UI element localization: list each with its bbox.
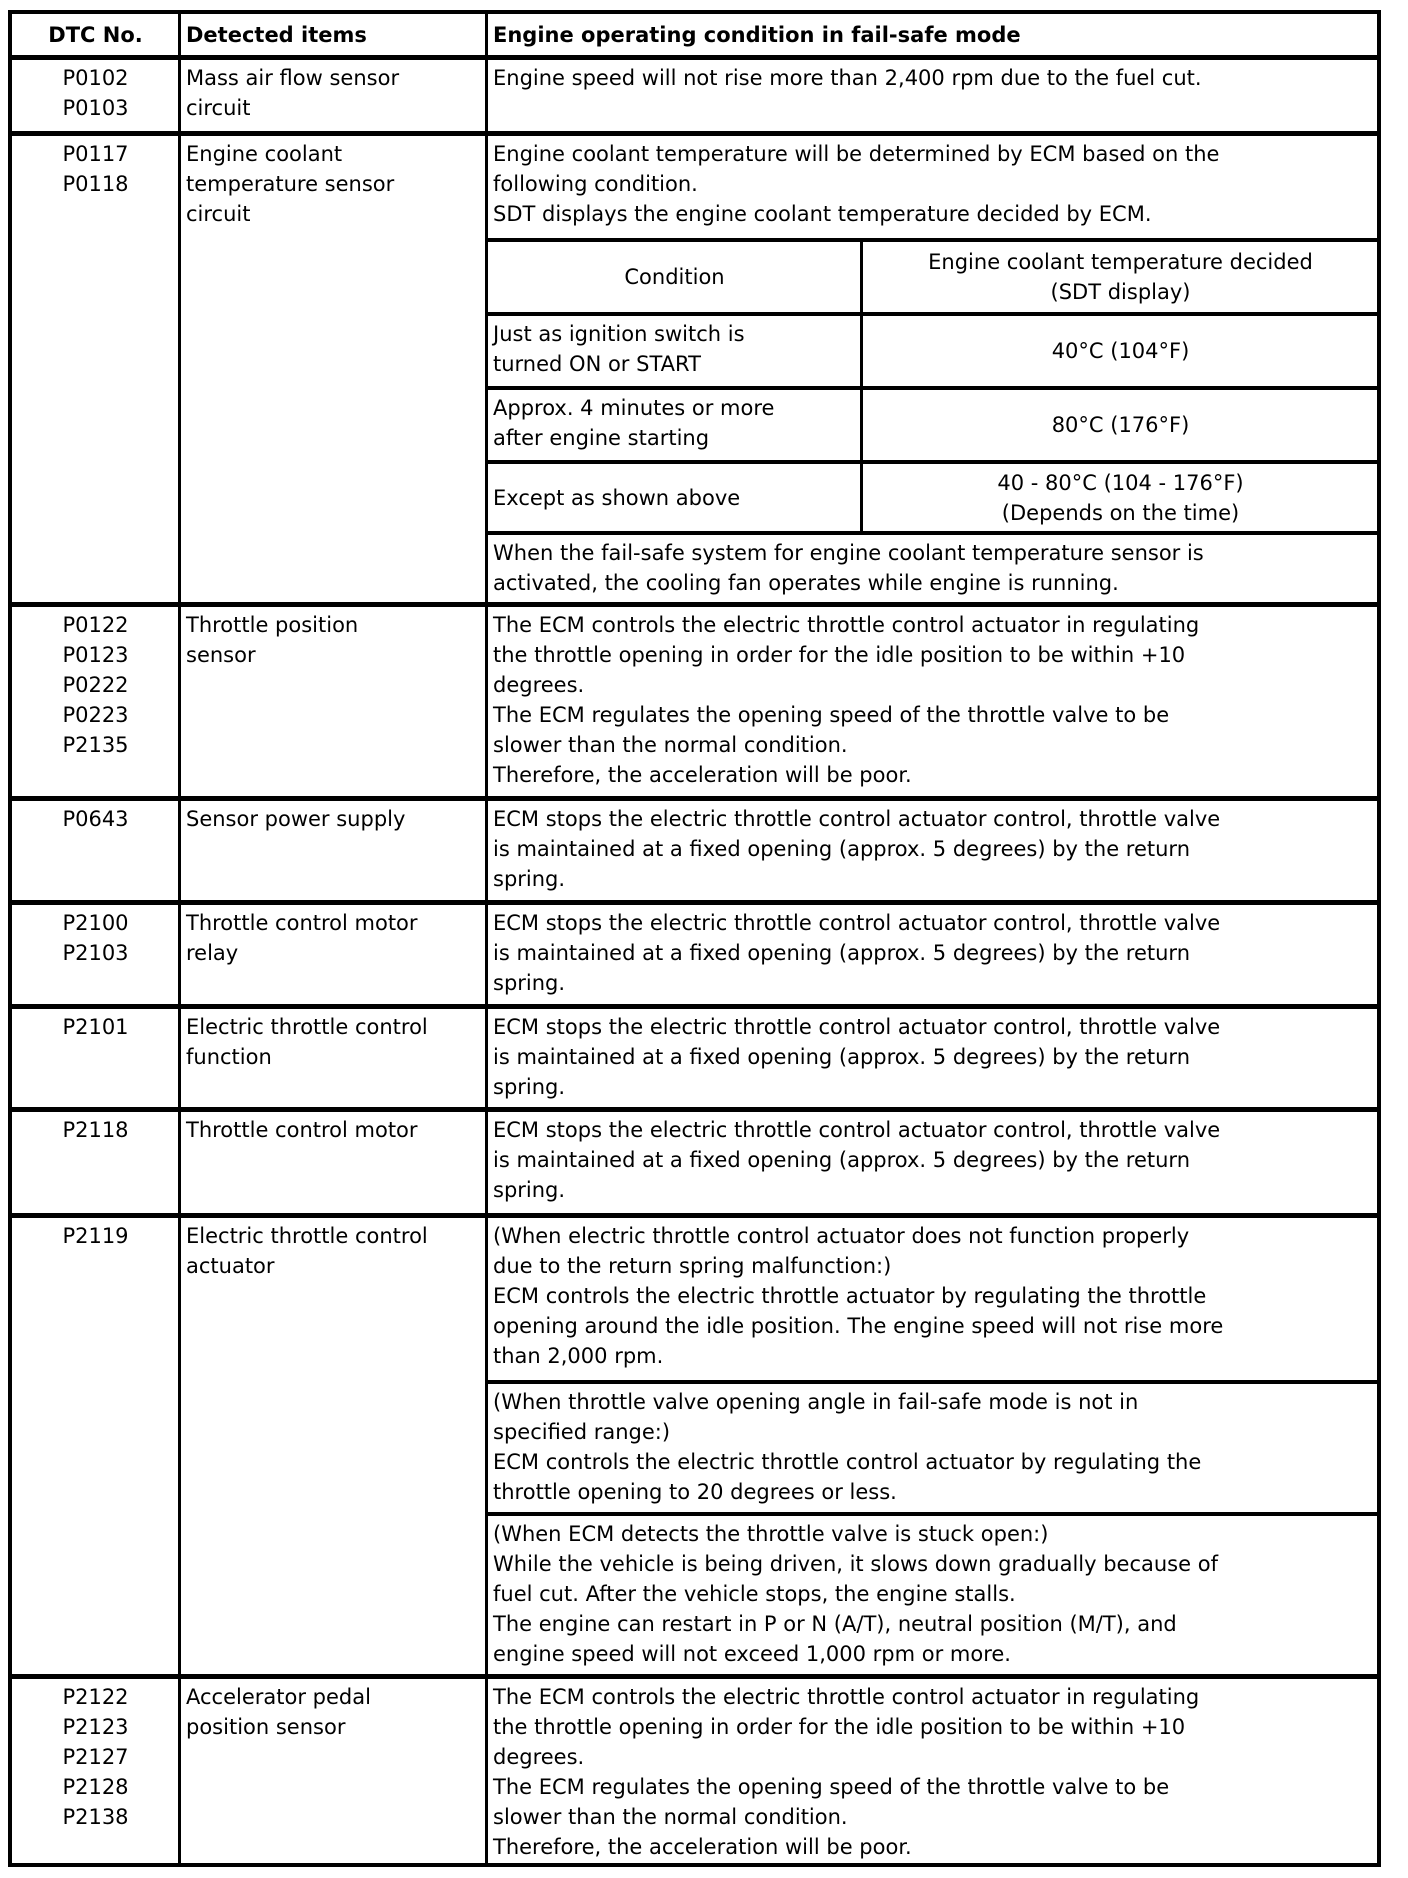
- dtc-codes: P0117 P0118: [62, 142, 129, 196]
- coolant-subtable-row: [488, 460, 1377, 531]
- detected-item: Electric throttle control function: [178, 1009, 485, 1107]
- fail-safe-condition: ECM stops the electric throttle control actuator control, throttle valve is maintained at a fixed opening (approx. 5 degrees) by the return spring.: [485, 1009, 1377, 1107]
- dtc-codes: P2122 P2123 P2127 P2128 P2138: [62, 1685, 129, 1829]
- dtc-codes: P2118: [62, 1118, 129, 1142]
- detected-item: Accelerator pedal position sensor: [178, 1679, 485, 1863]
- detected-item: Throttle control motor: [178, 1112, 485, 1213]
- fail-safe-condition: ECM stops the electric throttle control actuator control, throttle valve is maintained at a fixed opening (approx. 5 degrees) by the return spring.: [485, 801, 1377, 900]
- coolant-fan-note: When the fail-safe system for engine coolant temperature sensor is activated, the cooling fan operates while engine is running.: [488, 531, 1377, 602]
- coolant-subtable-row: [488, 386, 1377, 460]
- table-row: [12, 1213, 1377, 1674]
- detected-item: Mass air flow sensor circuit: [178, 60, 485, 131]
- table-row: [12, 602, 1377, 796]
- subrow-temperature: 80°C (176°F): [860, 390, 1377, 460]
- subrow-condition: Just as ignition switch is turned ON or START: [493, 322, 745, 376]
- header-engine-operating-condition: Engine operating condition in fail-safe mode: [485, 14, 1377, 55]
- detected-item: Throttle control motor relay: [178, 905, 485, 1004]
- fail-safe-condition: Engine speed will not rise more than 2,400 rpm due to the fuel cut.: [485, 60, 1377, 131]
- subheader-condition: Condition: [624, 265, 725, 289]
- table-row: [12, 1107, 1377, 1213]
- subrow-temperature: 40°C (104°F): [860, 316, 1377, 386]
- fail-safe-condition: [485, 136, 1377, 602]
- dtc-codes: P2100 P2103: [62, 911, 129, 965]
- subrow-condition: Except as shown above: [493, 485, 741, 510]
- coolant-subtable-row: [488, 312, 1377, 386]
- dtc-fail-safe-table: [8, 10, 1381, 1867]
- table-row: [12, 900, 1377, 1004]
- subrow-condition: Approx. 4 minutes or more after engine starting: [493, 396, 775, 450]
- dtc-codes: P2119: [62, 1224, 129, 1248]
- detected-item: Sensor power supply: [178, 801, 485, 900]
- coolant-subtable-header: [488, 238, 1377, 312]
- table-row: [12, 55, 1377, 131]
- fail-safe-condition: [485, 1218, 1377, 1674]
- dtc-codes: P0102 P0103: [62, 66, 129, 120]
- detected-item: Throttle position sensor: [178, 607, 485, 796]
- header-dtc-no: DTC No.: [48, 23, 143, 47]
- condition-block-angle-range: (When throttle valve opening angle in fail-safe mode is not in specified range:) ECM controls the electric throttle control actuator by regulating the throttle opening to 20 degrees or less.: [488, 1380, 1377, 1512]
- fail-safe-condition: The ECM controls the electric throttle control actuator in regulating the throttle opening in order for the idle position to be within +10 degrees. The ECM regulates the opening speed of the throttle valve to be slower than the normal condition. Therefore, the acceleration will be poor.: [485, 1679, 1377, 1863]
- table-row: [12, 1004, 1377, 1107]
- dtc-codes: P2101: [62, 1015, 129, 1039]
- coolant-intro-text: Engine coolant temperature will be determined by ECM based on the following condition. SDT displays the engine coolant temperature decided by ECM.: [493, 142, 1220, 226]
- table-row: [12, 796, 1377, 900]
- condition-block-stuck-open: (When ECM detects the throttle valve is stuck open:) While the vehicle is being driven, it slows down gradually because of fuel cut. After the vehicle stops, the engine stalls. The engine can restart in P or N (A/T), neutral position (M/T), and engine speed will not exceed 1,000 rpm or more.: [488, 1512, 1377, 1674]
- detected-item: Electric throttle control actuator: [178, 1218, 485, 1674]
- dtc-codes: P0122 P0123 P0222 P0223 P2135: [62, 613, 129, 757]
- condition-block-return-spring: (When electric throttle control actuator does not function properly due to the return spring malfunction:) ECM controls the electric throttle actuator by regulating the throttle opening around the idle position. The engine speed will not rise more than 2,000 rpm.: [493, 1224, 1224, 1368]
- dtc-codes: P0643: [62, 807, 129, 831]
- subrow-temperature: 40 - 80°C (104 - 176°F) (Depends on the time): [860, 464, 1377, 531]
- fail-safe-condition: ECM stops the electric throttle control actuator control, throttle valve is maintained at a fixed opening (approx. 5 degrees) by the return spring.: [485, 1112, 1377, 1213]
- detected-item: Engine coolant temperature sensor circuit: [178, 136, 485, 602]
- table-row: [12, 131, 1377, 602]
- fail-safe-condition: The ECM controls the electric throttle control actuator in regulating the throttle opening in order for the idle position to be within +10 degrees. The ECM regulates the opening speed of the throttle valve to be slower than the normal condition. Therefore, the acceleration will be poor.: [485, 607, 1377, 796]
- table-header-row: [12, 14, 1377, 55]
- fail-safe-condition: ECM stops the electric throttle control actuator control, throttle valve is maintained at a fixed opening (approx. 5 degrees) by the return spring.: [485, 905, 1377, 1004]
- header-detected-items: Detected items: [178, 14, 485, 55]
- subheader-temperature: Engine coolant temperature decided (SDT display): [860, 242, 1377, 312]
- table-row: [12, 1674, 1377, 1863]
